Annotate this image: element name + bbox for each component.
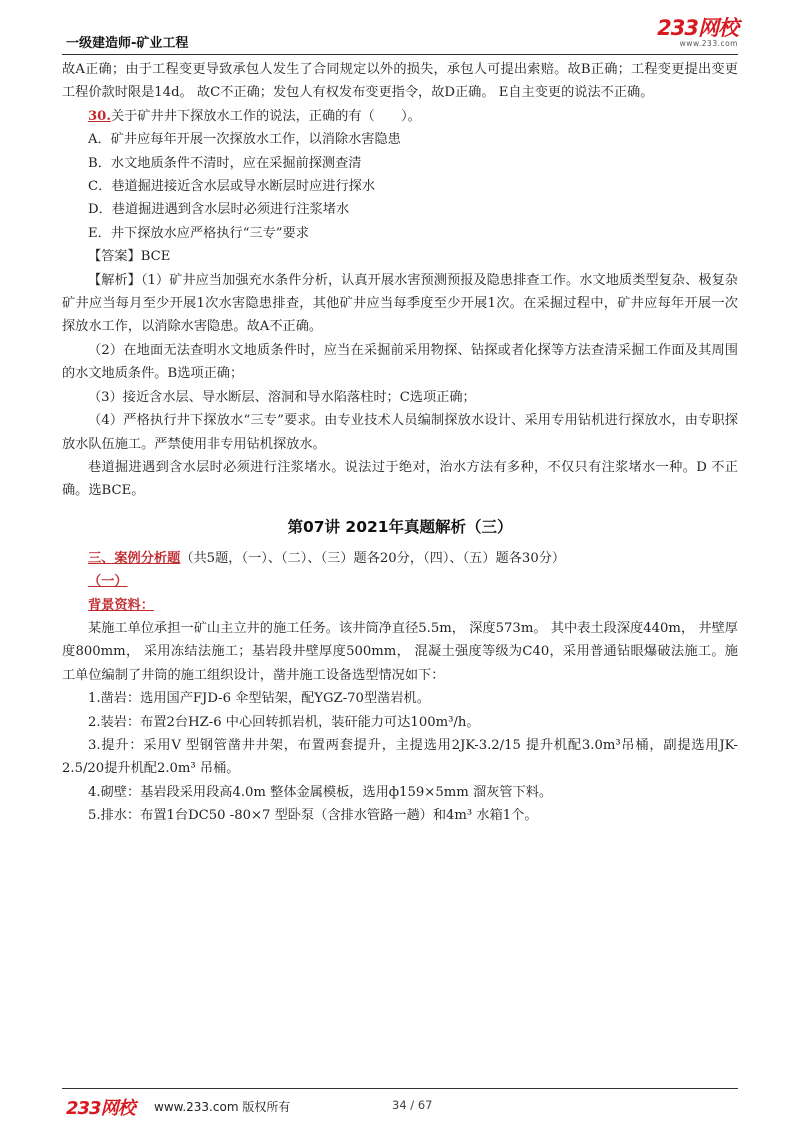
brand-logo[interactable]: [657, 18, 738, 48]
equipment-item: 1.凿岩：选用国产FJD-6 伞型钻架，配YGZ-70型凿岩机。: [88, 691, 430, 707]
case-title: 三、案例分析题: [88, 550, 181, 566]
brand-logo-url: www.233.com: [679, 39, 738, 48]
question-30: [62, 105, 738, 128]
case-sub-number: （一）: [88, 574, 128, 590]
analysis-paragraph: （2）在地面无法查明水文地质条件时，应当在采掘前采用物探、钻探或者化探等方法查清采掘工作面及其周围的水文地质条件。B选项正确；: [62, 342, 738, 382]
analysis-paragraph: （4）严格执行井下探放水“三专”要求。由专业技术人员编制探放水设计、采用专用钻机进行探放水，由专职探放水队伍施工。严禁使用非专用钻机探放水。: [62, 413, 738, 452]
background-label: 背景资料：: [88, 597, 154, 613]
answer-line: 【答案】BCE: [88, 249, 171, 265]
question-text: 关于矿井井下探放水工作的说法，正确的有（ ）。: [110, 108, 421, 124]
footer-copyright: www.233.com 版权所有: [154, 1100, 291, 1114]
case-title-line: [62, 547, 738, 570]
option-e: E．井下探放水应严格执行“三专”要求: [88, 225, 309, 241]
document-title: 一级建造师-矿业工程: [66, 36, 189, 51]
page-header: [62, 14, 738, 54]
analysis-paragraph: （3）接近含水层、导水断层、溶洞和导水陷落柱时；C选项正确；: [88, 389, 476, 405]
background-label-line: [62, 594, 738, 617]
page-footer: [62, 1088, 738, 1122]
option-c: C．巷道掘进接近含水层或导水断层时应进行探水: [88, 179, 376, 195]
page-number: 34 / 67: [392, 1098, 433, 1112]
equipment-item: 3.提升：采用V 型钢管凿井井架，布置两套提升，主提选用2JK-3.2/15 提升机配3.0m³吊桶，副提选用JK-2.5/20提升机配2.0m³ 吊桶。: [62, 737, 738, 777]
option-d: D．巷道掘进遇到含水层时必须进行注浆堵水: [88, 202, 350, 218]
section-heading: 第07讲 2021年真题解析（三）: [287, 517, 513, 536]
analysis-paragraph: 巷道掘进遇到含水层时必须进行注浆堵水。说法过于绝对，治水方法有多种，不仅只有注浆堵水一种。D 不正确。选BCE。: [62, 459, 738, 499]
footer-logo[interactable]: 233网校: [66, 1098, 135, 1119]
analysis-paragraph: 【解析】（1）矿井应当加强充水条件分析，认真开展水害预测预报及隐患排查工作。水文地质类型复杂、极复杂矿井应当每月至少开展1次水害隐患排查，其他矿井应当每季度至少开展1次。在采掘过程中，矿井应每年开展一次探放水工作，以消除水害隐患。故A不正确。: [62, 272, 738, 335]
background-text: 某施工单位承担一矿山主立井的施工任务。该井筒净直径5.5m， 深度573m。 其中表土段深度440m， 井壁厚度800mm， 采用冻结法施工；基岩段井壁厚度500mm， 混凝土强度等级为C40，采用普通钻眼爆破法施工。施工单位编制了井筒的施工组织设计，凿井施工设备选型情况如下：: [62, 620, 738, 683]
option-a: A．矿井应每年开展一次探放水工作，以消除水害隐患: [88, 132, 401, 148]
option-b: B．水文地质条件不清时，应在采掘前探测查清: [88, 155, 362, 171]
brand-logo-text: 233网校: [657, 16, 738, 40]
footer-divider: [62, 1088, 738, 1089]
question-number: 30.: [88, 108, 111, 124]
equipment-item: 4.砌壁：基岩段采用段高4.0m 整体金属模板，选用ф159×5mm 溜灰管下料。: [88, 784, 553, 800]
page-content: [62, 58, 738, 828]
equipment-item: 2.装岩：布置2台HZ-6 中心回转抓岩机，装矸能力可达100m³/h。: [88, 714, 480, 730]
case-meta: （共5题，（一）、（二）、（三）题各20分，（四）、（五）题各30分）: [180, 550, 566, 566]
equipment-item: 5.排水：布置1台DC50 -80×7 型卧泵（含排水管路一趟）和4m³ 水箱1个。: [88, 808, 538, 824]
header-divider: [62, 54, 738, 55]
case-sub-number-line: [62, 570, 738, 593]
intro-paragraph: 故A正确；由于工程变更导致承包人发生了合同规定以外的损失，承包人可提出索赔。故B正确；工程变更提出变更工程价款时限是14d。 故C不正确；发包人有权发布变更指令，故D正确。 E自主变更的说法不正确。: [62, 62, 738, 101]
